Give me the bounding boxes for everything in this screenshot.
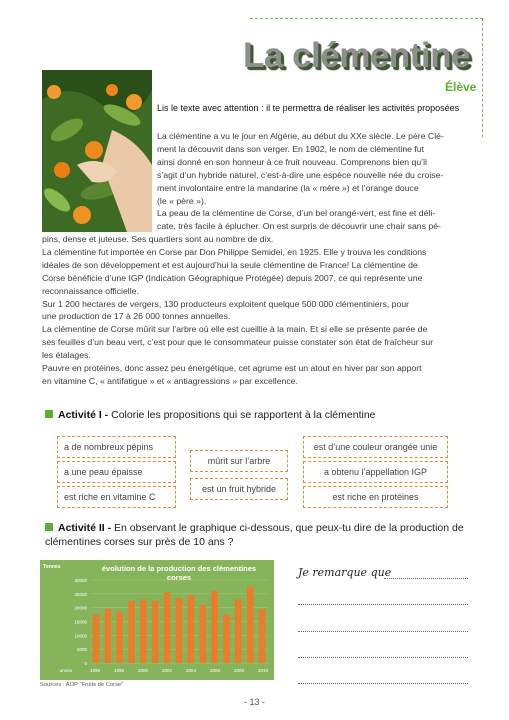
text-line: ment la découvrit dans son verger. En 1902, le nom de clémentine fut (157, 143, 425, 154)
chart-bar (235, 599, 242, 663)
chart-bar (199, 605, 206, 663)
chart-xlabel: année (59, 668, 73, 673)
proposition-box[interactable]: a de nombreux pépins (57, 436, 176, 458)
chart-bar (116, 612, 123, 663)
chart-x-tick-label: 1996 (89, 668, 101, 673)
text-line: pins, dense et juteuse. Ses quartiers sont au nombre de dix. (42, 234, 274, 244)
proposition-box[interactable]: est d’une couleur orangée unie (303, 436, 448, 458)
proposition-box[interactable]: est riche en vitamine C (57, 486, 176, 508)
chart-bar (164, 592, 171, 663)
answer-line[interactable] (384, 578, 468, 579)
activity1-heading (45, 408, 376, 422)
chart-bar (176, 598, 183, 663)
intro-text-full (42, 233, 480, 388)
text-line: ainsi donné en son honneur à ce fruit nouveau. Comprenons bien qu’il (157, 156, 427, 167)
chart-bar (140, 599, 147, 663)
activity1-instruction: Colorie les propositions qui se rapportent à la clémentine (111, 409, 376, 421)
text-line: cate, très facile à éplucher. On est surpris de découvrir une chair sans pé- (157, 221, 441, 232)
proposition-box[interactable]: est riche en protéines (303, 486, 448, 508)
remark-text: Je remarque que (298, 566, 392, 579)
text-line: une production de 17 à 26 000 tonnes annuelles. (42, 311, 231, 322)
text-line: Corse bénéficie d’une IGP (Indication Géographique Protégée) depuis 2007, ce qui représente une (42, 272, 423, 283)
remark-label (298, 566, 391, 579)
chart-ylabel: Tonnes (43, 564, 61, 570)
square-bullet-icon (45, 523, 53, 531)
text-line: idéales de son développement et est aujourd’hui la seule clémentine de France! La clémentine de (42, 259, 418, 270)
text-line: (le « père »). (157, 195, 207, 206)
chart-y-tick-label: 20000 (74, 605, 87, 611)
chart-x-tick-label: 2006 (209, 668, 221, 673)
answer-line[interactable] (298, 683, 468, 684)
answer-line[interactable] (298, 604, 468, 605)
text-line: reconnaissance officielle. (42, 285, 139, 296)
chart-y-tick-label: 15000 (74, 619, 87, 625)
chart-bar (259, 609, 266, 663)
text-line: La clémentine a vu le jour en Algérie, au début du XXe siècle. Le père Clé- (157, 131, 444, 141)
production-chart (40, 560, 274, 680)
text-line: Sur 1 200 hectares de vergers, 130 producteurs exploitent quelque 500 000 clémentiniers, pour (42, 298, 410, 309)
chart-y-tick-label: 30000 (74, 578, 87, 583)
chart-y-tick-label: 0 (84, 661, 87, 666)
page-title: La clémentine (243, 36, 470, 75)
text-line: La peau de la clémentine de Corse, d’un bel orangé-vert, est fine et déli- (157, 208, 436, 219)
chart-bar (223, 615, 230, 663)
chart-x-tick-label: 2000 (137, 668, 149, 673)
activity1-label: Activité I - (58, 409, 109, 421)
text-line: en vitamine C, « antifatigue » et « antiagressions » par excellence. (42, 375, 298, 386)
chart-bar (105, 609, 112, 663)
activity2-instruction: En observant le graphique ci-dessous, que peux-tu dire de la production de (114, 522, 464, 534)
chart-x-tick-label: 2002 (161, 668, 173, 673)
square-bullet-icon (45, 410, 53, 418)
proposition-box[interactable]: est un fruit hybride (190, 478, 288, 500)
chart-title: évolution de la production des clémentines (101, 564, 257, 573)
proposition-box[interactable]: a obtenu l’appellation IGP (303, 461, 448, 483)
intro-lead: Lis le texte avec attention : il te permettra de réaliser les activités proposées (157, 103, 460, 113)
intro-text-beside-photo (157, 130, 480, 233)
chart-bar (247, 587, 254, 663)
proposition-box[interactable]: mûrit sur l’arbre (190, 450, 288, 472)
chart-x-tick-label: 2008 (233, 668, 245, 673)
chart-bar (188, 595, 195, 663)
text-line: La clémentine fut importée en Corse par Don Philippe Semidei, en 1925. Elle y trouva les conditions (42, 246, 427, 257)
chart-y-tick-label: 25000 (74, 591, 87, 597)
chart-x-tick-label: 2004 (185, 668, 197, 673)
activity2-label: Activité II - (58, 522, 112, 534)
activity2-heading (45, 521, 485, 549)
activity2-instruction-cont: clémentines corses sur près de 10 ans ? (45, 536, 234, 548)
chart-bar (211, 591, 218, 663)
text-line: Pauvre en protéines, donc assez peu énergétique, cet agrume est un atout en hiver par son apport (42, 363, 422, 374)
chart-bar (93, 615, 100, 663)
clementine-photo (42, 70, 152, 232)
text-line: La clémentine de Corse mûrit sur l’arbre où elle est cueillie à la main. Et si elle se présente parée de (42, 324, 428, 335)
text-line: ment involontaire entre la mandarine (la « mère ») et l’orange douce (157, 182, 419, 193)
chart-y-tick-label: 10000 (74, 633, 87, 639)
chart-bar (152, 601, 159, 663)
answer-line[interactable] (298, 631, 468, 632)
page-subtitle: Élève (445, 80, 477, 94)
chart-source: Sources : AOP "Fruits de Corse" (40, 682, 124, 688)
chart-bar (128, 601, 135, 663)
chart-y-tick-label: 5000 (76, 647, 87, 653)
chart-x-tick-label: 1998 (113, 668, 125, 673)
answer-line[interactable] (298, 657, 468, 658)
clementine-tree-illustration (42, 70, 152, 232)
production-chart-svg (40, 560, 274, 680)
proposition-box[interactable]: a une peau épaisse (57, 461, 176, 483)
chart-title: corses (166, 573, 192, 582)
chart-x-tick-label: 2010 (257, 668, 269, 673)
text-line: ses feuilles d’un beau vert, c’est pour que le consommateur puisse constater son état de fraîcheur sur (42, 337, 434, 348)
text-line: s’agit d’un hybride naturel, c’est-à-dire une espèce nouvelle née du croise- (157, 169, 444, 180)
page-number: - 13 - (243, 697, 265, 707)
text-line: les étalages. (42, 350, 91, 361)
